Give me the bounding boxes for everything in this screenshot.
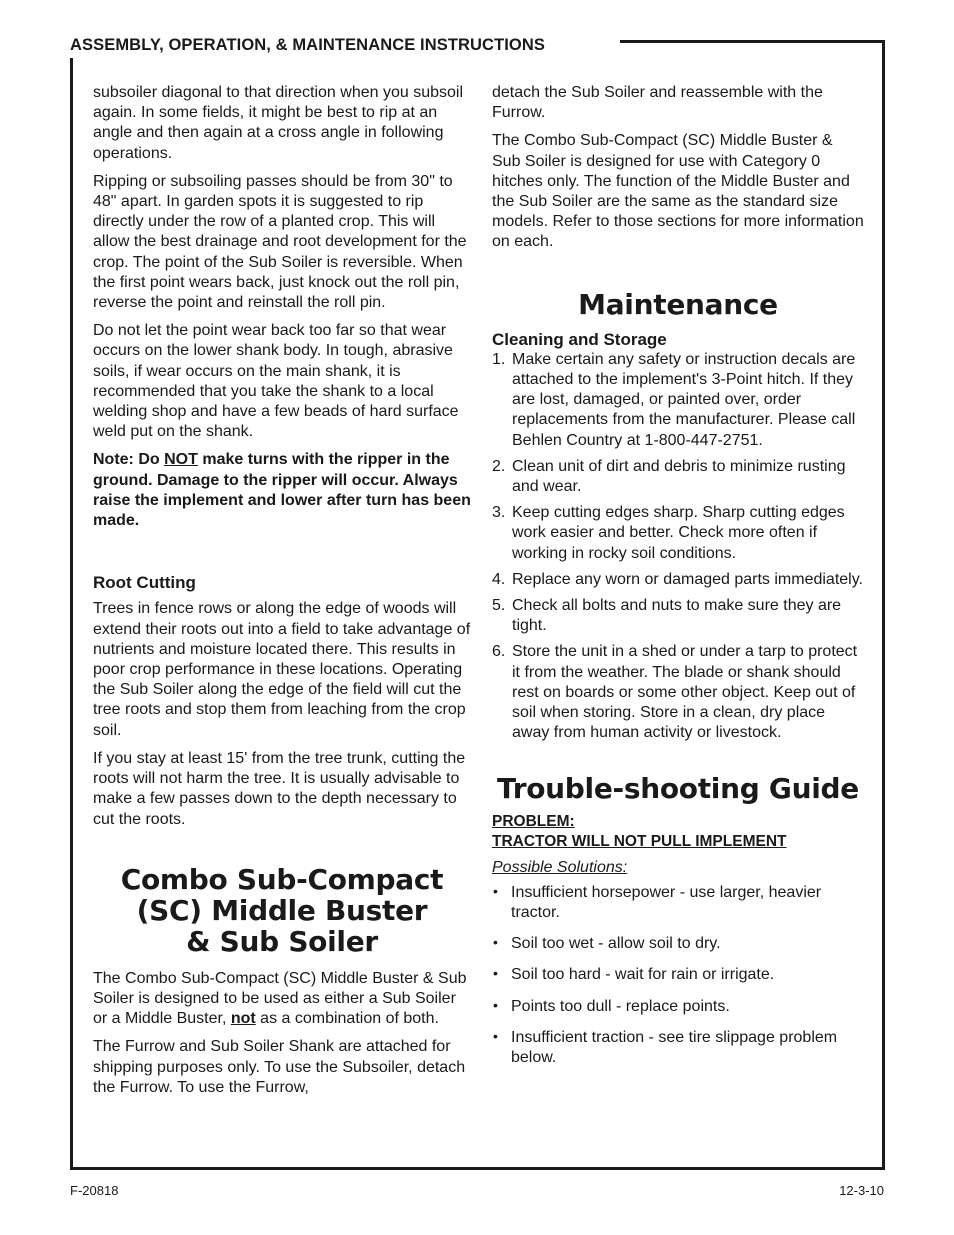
section-title-combo	[93, 864, 471, 957]
paragraph	[93, 969, 471, 1030]
maintenance-item	[492, 596, 864, 636]
maintenance-item	[492, 457, 864, 497]
solutions-list	[492, 883, 864, 1068]
solution-text: Soil too hard - wait for rain or irrigate.	[511, 966, 775, 984]
bullet-icon: •	[493, 996, 498, 1013]
solution-item	[492, 1028, 864, 1068]
note-text: Note: Do	[93, 451, 165, 469]
bullet-icon: •	[493, 882, 498, 899]
maintenance-item	[492, 350, 864, 451]
frame-left-border	[70, 58, 73, 1170]
section-title-maintenance: Maintenance	[578, 287, 778, 321]
item-number: 4.	[492, 570, 506, 588]
bullet-icon: •	[493, 1027, 498, 1044]
paragraph: detach the Sub Soiler and reassemble with the Furrow.	[492, 84, 823, 122]
left-column	[93, 83, 471, 1106]
maintenance-list	[492, 350, 864, 744]
paragraph: The Furrow and Sub Soiler Shank are attached for shipping purposes only. To use the Subsoiler, detach the Furrow. To use the Furrow,	[93, 1038, 466, 1096]
revision-date: 12-3-10	[839, 1183, 884, 1198]
problem-label: PROBLEM:	[492, 813, 575, 831]
maintenance-item	[492, 570, 864, 590]
problem-block	[492, 812, 864, 852]
section-heading-root-cutting: Root Cutting	[93, 573, 196, 593]
section-heading-cleaning: Cleaning and Storage	[492, 329, 667, 349]
item-number: 6.	[492, 643, 506, 661]
solution-item	[492, 883, 864, 923]
paragraph: subsoiler diagonal to that direction when you subsoil again. In some fields, it might be best to rip at an angle and then again at a cross angle in following operations.	[93, 84, 464, 162]
item-text: Keep cutting edges sharp. Sharp cutting edges work easier and better. Check more often if working in rocky soil conditions.	[512, 504, 845, 562]
solution-text: Insufficient traction - see tire slippage problem below.	[511, 1028, 838, 1066]
bullet-icon: •	[493, 934, 498, 951]
paragraph: If you stay at least 15' from the tree trunk, cutting the roots will not harm the tree. It is usually advisable to make a few passes down to the depth necessary to cut the roots.	[93, 749, 466, 828]
text-run: as a combination of both.	[255, 1010, 439, 1028]
paragraph: Trees in fence rows or along the edge of woods will extend their roots out into a field to take advantage of nutrients and moisture located there. This results in poor crop performance in these locations. Operating the Sub Soiler along the edge of the field will cut the tree roots and stop them from leaching from the crop soil.	[93, 600, 471, 739]
note-text: make turns with the ripper in the ground. Damage to the ripper will occur. Always raise the implement and lower after turn has been made.	[93, 451, 471, 530]
item-text: Store the unit in a shed or under a tarp to protect it from the weather. The blade or shank should rest on boards or some other object. Keep out of soil when storing. Store in a clean, dry place away from human activity or livestock.	[512, 643, 858, 742]
solution-item	[492, 934, 864, 954]
solution-text: Points too dull - replace points.	[511, 997, 730, 1015]
item-text: Make certain any safety or instruction decals are attached to the implement's 3-Point hitch. If they are lost, damaged, or painted over, order replacements from the manufacturer. Please call Behlen Country at 1-800-447-2751.	[512, 350, 856, 449]
possible-solutions-label: Possible Solutions:	[492, 859, 628, 877]
item-number: 1.	[492, 350, 506, 368]
item-number: 5.	[492, 597, 506, 615]
title-line: & Sub Soiler	[186, 924, 378, 958]
solution-item	[492, 965, 864, 985]
right-column	[492, 83, 864, 1079]
item-text: Clean unit of dirt and debris to minimize rusting and wear.	[512, 457, 846, 496]
maintenance-item	[492, 642, 864, 743]
emphasis-not: not	[230, 1010, 256, 1028]
bullet-icon: •	[493, 965, 498, 982]
solution-text: Soil too wet - allow soil to dry.	[511, 935, 721, 953]
item-number: 3.	[492, 504, 506, 522]
solution-text: Insufficient horsepower - use larger, heavier tractor.	[511, 883, 822, 921]
frame-right-border	[882, 40, 885, 1170]
solution-item	[492, 997, 864, 1017]
problem-text: TRACTOR WILL NOT PULL IMPLEMENT	[492, 833, 787, 851]
item-text: Replace any worn or damaged parts immediately.	[512, 570, 863, 588]
item-text: Check all bolts and nuts to make sure they are tight.	[512, 597, 842, 635]
header-rule	[620, 40, 885, 43]
warning-note	[93, 450, 471, 531]
text-run: The Combo Sub-Compact (SC) Middle Buster & Sub Soiler is designed to be used as either a Sub Soiler or a Middle Buster,	[93, 969, 467, 1028]
title-line: (SC) Middle Buster	[136, 893, 428, 927]
paragraph: Ripping or subsoiling passes should be from 30" to 48" apart. In garden spots it is suggested to rip directly under the row of a planted crop. This will allow the best drainage and root development for the crop. The point of the Sub Soiler is reversible. When the first point wears back, just knock out the roll pin, reverse the point and reinstall the roll pin.	[93, 172, 467, 312]
section-title-troubleshooting: Trouble-shooting Guide	[497, 772, 859, 806]
note-emphasis: NOT	[164, 451, 198, 469]
form-number: F-20818	[70, 1183, 119, 1198]
title-line: Combo Sub-Compact	[120, 862, 444, 896]
page-header-title: ASSEMBLY, OPERATION, & MAINTENANCE INSTRUCTIONS	[70, 36, 545, 54]
paragraph: Do not let the point wear back too far so that wear occurs on the lower shank body. In tough, abrasive soils, if wear occurs on the main shank, it is recommended that you take the shank to a local welding shop and have a few beads of hard surface weld put on the shank.	[93, 322, 459, 441]
paragraph: The Combo Sub-Compact (SC) Middle Buster & Sub Soiler is designed for use with Category 0 hitches only. The function of the Middle Buster and the Sub Soiler are the same as the standard size models. Refer to those sections for more information on each.	[492, 132, 864, 251]
frame-bottom-border	[70, 1167, 885, 1170]
item-number: 2.	[492, 457, 506, 475]
maintenance-item	[492, 503, 864, 564]
